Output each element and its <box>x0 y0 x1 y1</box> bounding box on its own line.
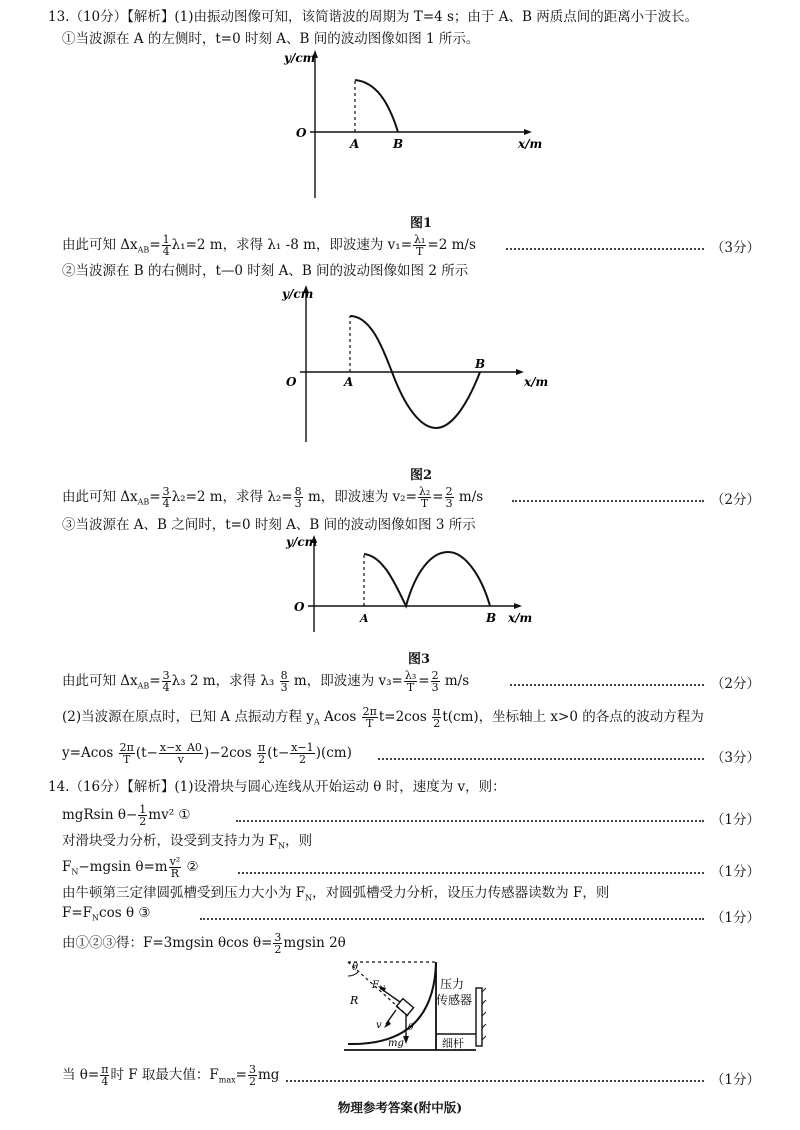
q14-newton: 由牛顿第三定律圆弧槽受到压力大小为 $F_N$，对圆弧槽受力分析，设压力传感器读数为 F，则 <box>62 885 610 903</box>
diagram-theta: θ <box>352 962 359 973</box>
q13-part2: (2)当波源在原点时，已知 A 点振动方程 $y_A$ Acos $\frac{2\pi}{T}$ t=2cos $\frac{\pi}{2}$ t(cm)，坐标轴上 x>0 的各点的波动方程为 <box>62 705 704 730</box>
q14-score2: （1分） <box>710 864 760 880</box>
q13-score2: （2分） <box>710 492 760 508</box>
q13-result1: 由此可知 $\Delta x_{AB}=$ $\frac{1}{4}$ λ₁=2 m，求得 λ₁ -8 m，即波速为 v₁= $\frac{\text{λ₁}}{T}$ =2 m/s <box>62 233 476 258</box>
diagram-rod-label: 细杆 <box>442 1037 464 1050</box>
fig1-y-label: y/cm <box>284 51 316 65</box>
fig2-a: A <box>344 375 354 389</box>
fig3-origin: O <box>294 600 305 614</box>
q13-case2-text: ②当波源在 B 的右侧时，t—0 时刻 A、B 间的波动图像如图 2 所示 <box>62 263 469 279</box>
q14-eq1: mgRsin θ− $\frac{1}{2}$ mv² ① <box>62 803 191 828</box>
fig3-x-label: x/m <box>508 611 533 625</box>
figure-3-wave-graph <box>284 532 544 642</box>
q14-combined: 由①②③得：F=3mgsin θcos θ= $\frac{3}{2}$ mgsin 2θ <box>62 931 346 956</box>
figure-2-caption: 图2 <box>410 468 433 483</box>
fig2-y-label: y/cm <box>282 287 314 301</box>
diagram-theta-2: θ <box>408 1023 414 1033</box>
diagram-sensor-label-2: 传感器 <box>436 993 473 1007</box>
q13-case3-text: ③当波源在 A、B 之间时，t=0 时刻 A、B 间的波动图像如图 3 所示 <box>62 517 476 533</box>
q13-result3: 由此可知 $\Delta x_{AB}=$ $\frac{3}{4}$ λ₃ 2 m，求得 λ₃ $\frac{8}{3}$ m，即波速为 v₃= $\frac{\text{λ₃}}{T}$ = $\frac{2}{3}$ m/s <box>62 669 470 694</box>
q14-analysis: 对滑块受力分析，设受到支持力为 $F_N$，则 <box>62 833 313 851</box>
q14-force-diagram <box>336 958 486 1054</box>
q13-score4: （3分） <box>710 750 760 766</box>
q14-eq3: $F=F_N\cos$ θ ③ <box>62 905 151 923</box>
diagram-mg: mg <box>388 1038 404 1049</box>
q14-eq2: $F_N-mgsin$ θ=m $\frac{\text{v²}}{R}$ ② <box>62 855 199 880</box>
diagram-radius: R <box>350 994 359 1007</box>
q13-result2: 由此可知 $\Delta x_{AB}=$ $\frac{3}{4}$ λ₂=2 m，求得 λ₂= $\frac{8}{3}$ m，即波速为 v₂= $\frac{\text{λ₂}}{T}$ = $\frac{2}{3}$ m/s <box>62 485 484 510</box>
q14-heading: 14.（16分）【解析】(1)设滑块与圆心连线从开始运动 θ 时，速度为 v，则： <box>48 779 506 795</box>
q14-score3: （1分） <box>710 910 760 926</box>
q13-score3: （2分） <box>710 676 760 692</box>
q13-case1-text: ①当波源在 A 的左侧时，t=0 时刻 A、B 间的波动图像如图 1 所示。 <box>62 31 480 47</box>
fig3-y-label: y/cm <box>286 535 318 549</box>
fig2-origin: O <box>286 375 297 389</box>
fig2-b: B <box>475 357 486 371</box>
q13-heading: 13.（10分）【解析】(1)由振动图像可知，该简谐波的周期为 T=4 s；由于 A、B 两质点间的距离小于波长。 <box>48 9 699 25</box>
fig1-origin: O <box>296 126 307 140</box>
page-footer: 物理参考答案(附中版) <box>337 1100 463 1115</box>
fig1-b: B <box>393 137 404 151</box>
figure-2-wave-graph <box>280 282 560 452</box>
diagram-fn: $F_N$ <box>372 980 386 993</box>
figure-1-wave-graph <box>280 48 560 208</box>
diagram-velocity: v <box>376 1020 382 1031</box>
diagram-sensor-label-1: 压力 <box>440 977 465 991</box>
q14-max-value: 当 θ= $\frac{\pi}{4}$ 时 F 取最大值：$F_{max}=$ $\frac{3}{2}$ mg <box>62 1063 280 1088</box>
fig3-b: B <box>486 611 497 625</box>
q13-score1: （3分） <box>710 240 760 256</box>
figure-1-caption: 图1 <box>410 216 433 231</box>
figure-3-caption: 图3 <box>408 652 431 667</box>
fig3-a: A <box>360 612 369 625</box>
q14-score1: （1分） <box>710 812 760 828</box>
q14-score4: （1分） <box>710 1072 760 1088</box>
fig2-x-label: x/m <box>524 375 549 389</box>
fig1-a: A <box>350 137 360 151</box>
fig1-x-label: x/m <box>518 137 543 151</box>
q13-wave-equation: y=Acos $\frac{2\pi}{T}$ (t− $\frac{x-x\_A0}{v}$ )−2cos $\frac{\pi}{2}$ (t− $\frac{x-1}{2}$ )(cm) <box>62 741 352 766</box>
